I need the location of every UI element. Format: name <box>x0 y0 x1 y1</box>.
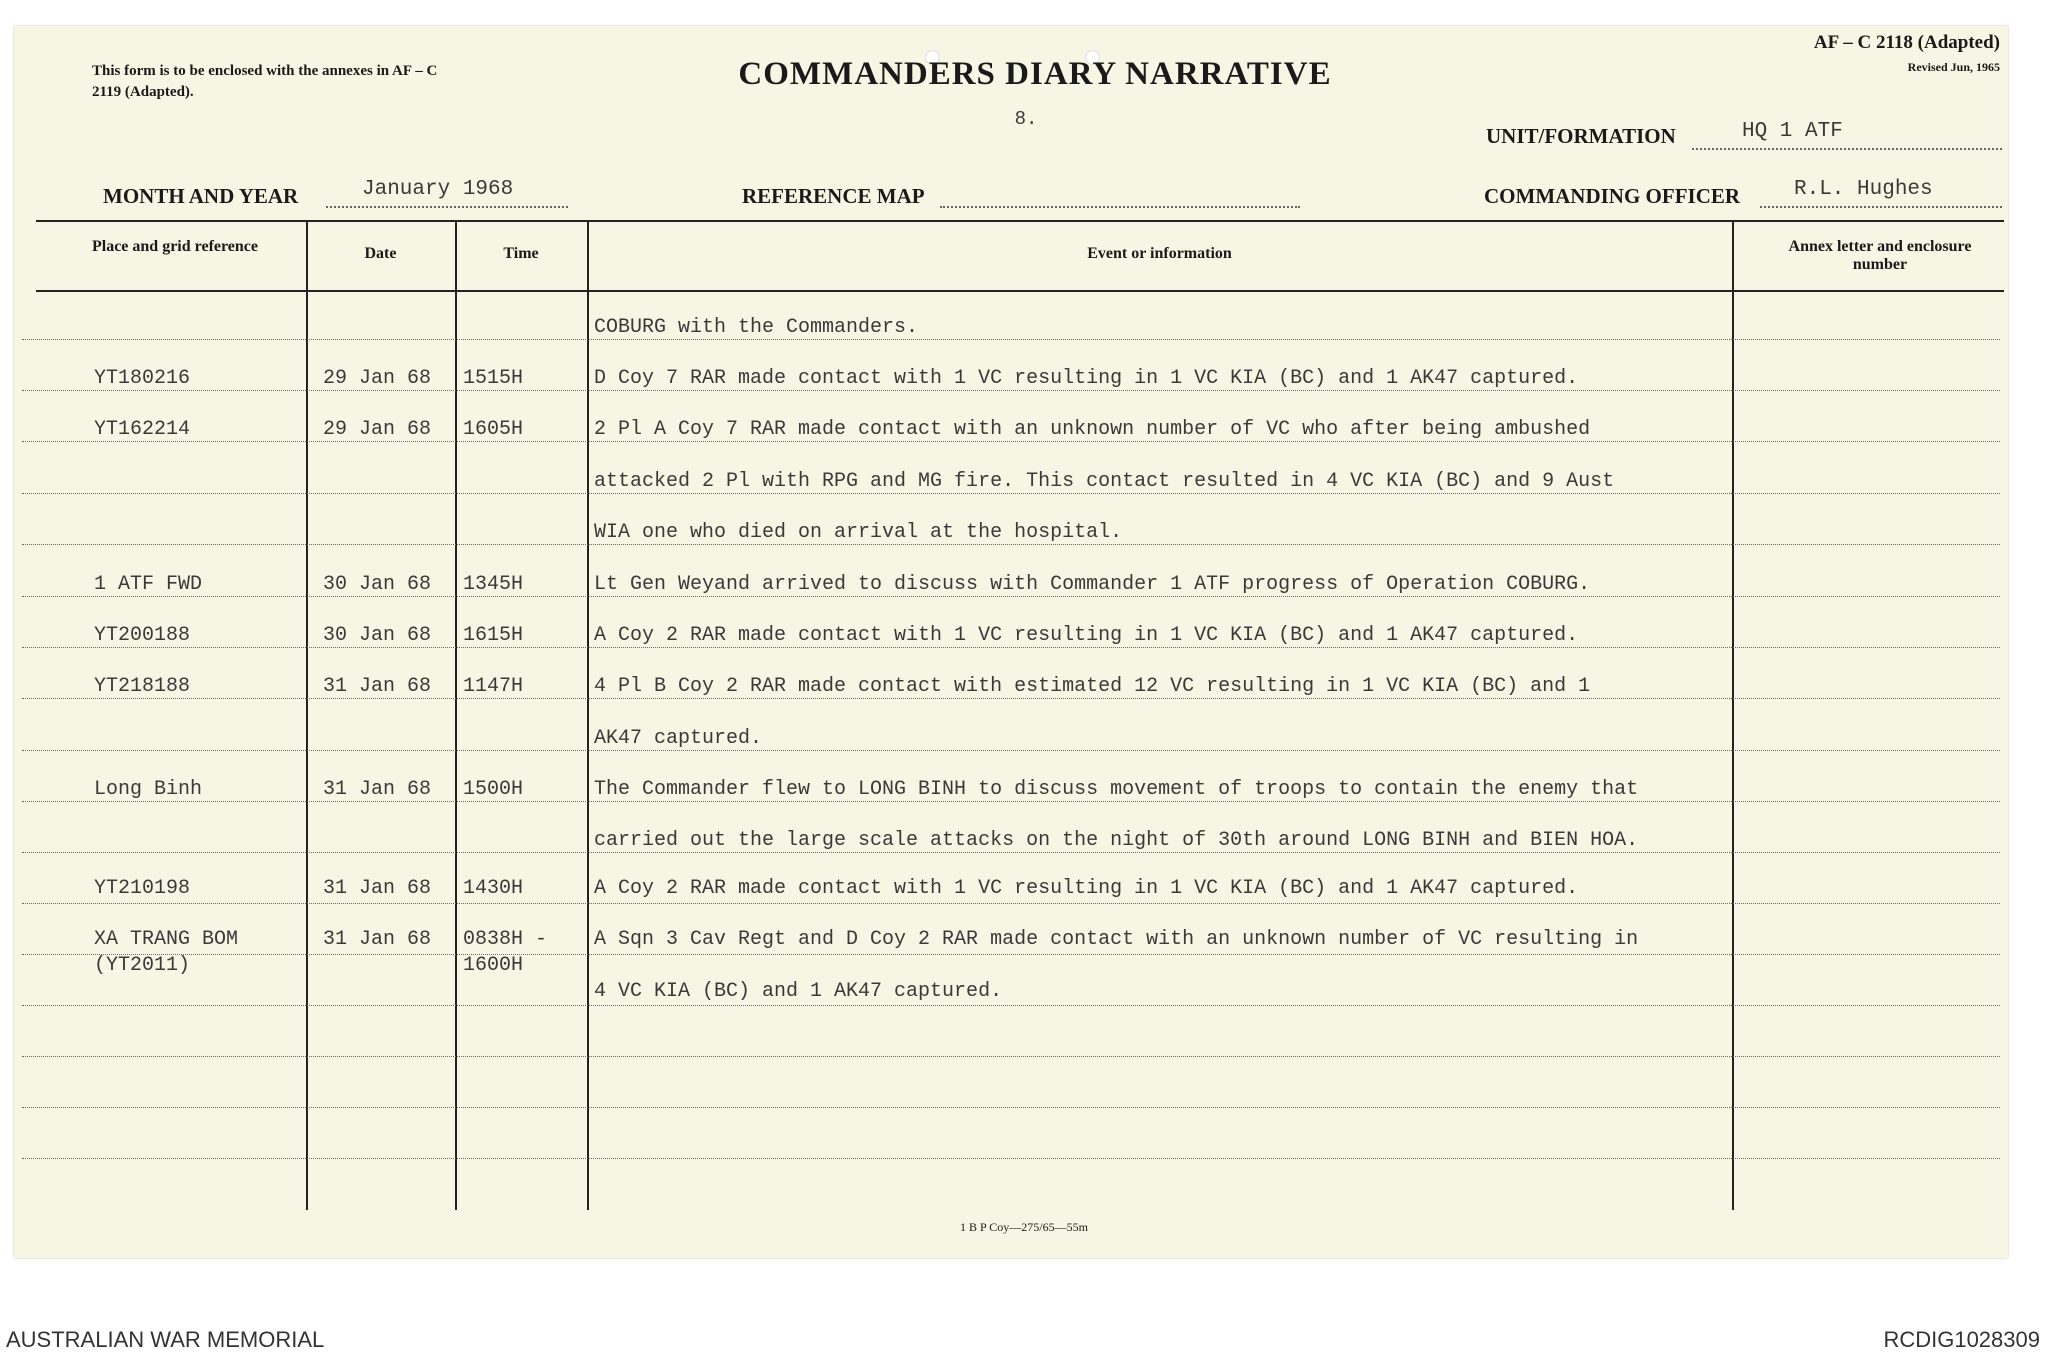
entry-event: The Commander flew to LONG BINH to discuss movement of troops to contain the enemy that <box>594 778 1639 801</box>
entry-place: YT218188 <box>94 675 191 698</box>
entry-place: XA TRANG BOM <box>94 928 239 951</box>
map-field <box>940 180 1300 208</box>
column-header-time: Time <box>503 245 539 262</box>
column-header-annex: Annex letter and enclosure number <box>1788 238 1972 273</box>
entry-place: YT162214 <box>94 418 191 441</box>
ruled-line <box>22 698 2000 699</box>
entry-event: A Coy 2 RAR made contact with 1 VC resulting in 1 VC KIA (BC) and 1 AK47 captured. <box>594 624 1579 647</box>
entry-time: 0838H - <box>463 928 548 951</box>
column-divider <box>455 220 457 1210</box>
entry-date: 29 Jan 68 <box>323 418 432 441</box>
entry-event: attacked 2 Pl with RPG and MG fire. This contact resulted in 4 VC KIA (BC) and 9 Aust <box>594 470 1615 493</box>
map-label: REFERENCE MAP <box>742 184 925 208</box>
entry-date: 31 Jan 68 <box>323 778 432 801</box>
entry-date: 31 Jan 68 <box>323 928 432 951</box>
column-divider <box>306 220 308 1210</box>
ruled-line <box>22 647 2000 648</box>
column-divider <box>1732 220 1734 1210</box>
printer-imprint: 1 B P Coy—275/65—55m <box>960 1220 1088 1234</box>
column-header-place: Place and grid reference <box>91 238 259 255</box>
entry-date: 31 Jan 68 <box>323 877 432 900</box>
page-number: 8. <box>1014 108 1038 130</box>
ruled-line <box>22 801 2000 802</box>
ruled-line <box>22 903 2000 904</box>
month-value: January 1968 <box>362 178 514 201</box>
entry-time: 1500H <box>463 778 524 801</box>
entry-event: AK47 captured. <box>594 727 763 750</box>
entry-place: Long Binh <box>94 778 203 801</box>
ruled-line <box>22 544 2000 545</box>
entry-event: 4 Pl B Coy 2 RAR made contact with estimated 12 VC resulting in 1 VC KIA (BC) and 1 <box>594 675 1591 698</box>
ruled-line <box>22 1005 2000 1006</box>
month-label: MONTH AND YEAR <box>103 184 299 208</box>
entry-event: WIA one who died on arrival at the hospital. <box>594 521 1123 544</box>
table-header-rule <box>36 290 2004 292</box>
co-value: R.L. Hughes <box>1794 178 1933 201</box>
entry-time: 1615H <box>463 624 524 647</box>
entry-event: 4 VC KIA (BC) and 1 AK47 captured. <box>594 980 1003 1003</box>
ruled-line <box>22 954 2000 955</box>
unit-value: HQ 1 ATF <box>1742 120 1843 143</box>
entry-date: 30 Jan 68 <box>323 624 432 647</box>
entry-place: YT200188 <box>94 624 191 647</box>
entry-event: A Sqn 3 Cav Regt and D Coy 2 RAR made contact with an unknown number of VC resulting in <box>594 928 1639 951</box>
ruled-line <box>22 1056 2000 1057</box>
entry-date: 29 Jan 68 <box>323 367 432 390</box>
enclosure-note: This form is to be enclosed with the annexes in AF – C 2119 (Adapted). <box>92 63 438 100</box>
ruled-line <box>22 750 2000 751</box>
ruled-line <box>22 1107 2000 1108</box>
entry-event: A Coy 2 RAR made contact with 1 VC resulting in 1 VC KIA (BC) and 1 AK47 captured. <box>594 877 1579 900</box>
entry-date: 31 Jan 68 <box>323 675 432 698</box>
entry-event: 2 Pl A Coy 7 RAR made contact with an unknown number of VC who after being ambushed <box>594 418 1591 441</box>
entry-event: carried out the large scale attacks on the night of 30th around LONG BINH and BIEN HOA. <box>594 829 1639 852</box>
ruled-line <box>22 339 2000 340</box>
entry-event: D Coy 7 RAR made contact with 1 VC resulting in 1 VC KIA (BC) and 1 AK47 captured. <box>594 367 1579 390</box>
column-header-date: Date <box>364 245 397 262</box>
column-header-event: Event or information <box>1087 245 1232 262</box>
archive-credit: AUSTRALIAN WAR MEMORIAL <box>6 1327 325 1352</box>
revision-date: Revised Jun, 1965 <box>1907 60 2000 74</box>
entry-place-grid: (YT2011) <box>94 954 191 977</box>
table-top-rule <box>36 220 2004 222</box>
ruled-line <box>22 852 2000 853</box>
entry-place: YT180216 <box>94 367 191 390</box>
entry-time: 1147H <box>463 675 524 698</box>
unit-label: UNIT/FORMATION <box>1486 124 1676 148</box>
record-id: RCDIG1028309 <box>1883 1327 2040 1352</box>
ruled-line <box>22 1158 2000 1159</box>
entry-date: 30 Jan 68 <box>323 573 432 596</box>
entry-time-end: 1600H <box>463 954 524 977</box>
entry-time: 1515H <box>463 367 524 390</box>
form-title: COMMANDERS DIARY NARRATIVE <box>738 56 1332 92</box>
ruled-line <box>22 441 2000 442</box>
ruled-line <box>22 390 2000 391</box>
unit-field <box>1692 122 2002 150</box>
co-label: COMMANDING OFFICER <box>1484 184 1741 208</box>
entry-event: COBURG with the Commanders. <box>594 316 919 339</box>
entry-place: 1 ATF FWD <box>94 573 203 596</box>
ruled-line <box>22 596 2000 597</box>
column-divider <box>587 220 589 1210</box>
entry-place: YT210198 <box>94 877 191 900</box>
form-number: AF – C 2118 (Adapted) <box>1813 32 2000 53</box>
entry-time: 1605H <box>463 418 524 441</box>
entry-time: 1345H <box>463 573 524 596</box>
ruled-line <box>22 493 2000 494</box>
entry-event: Lt Gen Weyand arrived to discuss with Commander 1 ATF progress of Operation COBURG. <box>594 573 1591 596</box>
entry-time: 1430H <box>463 877 524 900</box>
